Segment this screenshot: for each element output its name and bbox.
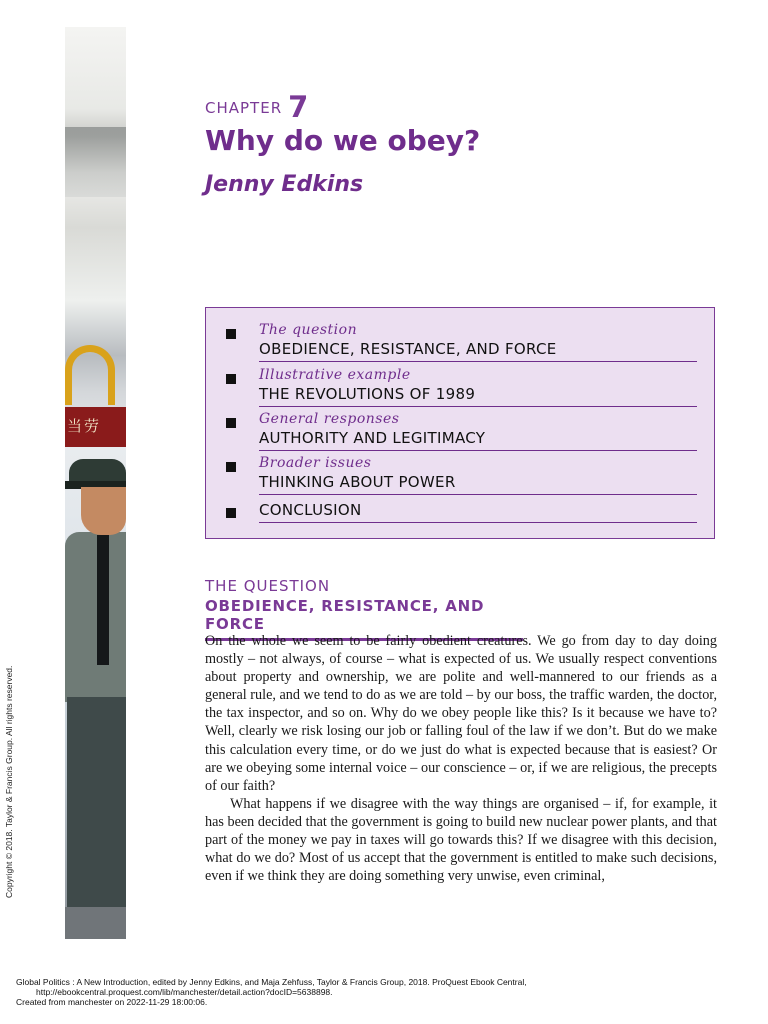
square-bullet-icon — [226, 329, 236, 339]
photo-guard-legs — [67, 697, 126, 917]
photo-arch — [65, 127, 126, 197]
footer-url[interactable]: http://ebookcentral.proquest.com/lib/manchester/detail.action?docID=5638898. — [36, 987, 333, 997]
chapter-word: CHAPTER — [205, 99, 283, 117]
chapter-label — [205, 90, 309, 124]
photo-guard-body — [65, 532, 126, 702]
body-paragraph: On the whole we seem to be fairly obedient creatures. We go from day to day doing mostly – not always, of course – what is expected of us. We usually respect conventions about property and ownership, we are polite and well-mannered to our friends as a general rule, and we tend to do as we are told – by our boss, the traffic warden, the doctor, the tax inspector, and so on. Why do we obey people like this? Is it because we have to? Well, clearly we risk losing our job or falling foul of the law if we don’t. But do we make this calculation every time, or do we just do what is expected because that is easiest? Or are we obeying some internal voice – our conscience – or, if we are religious, the precepts of our faith? — [205, 633, 717, 794]
footer-line: Global Politics : A New Introduction, edited by Jenny Edkins, and Maja Zehfuss, Taylor & Francis Group, 2018. ProQuest Ebook Central, — [16, 977, 527, 987]
toc-item-heading: THE REVOLUTIONS OF 1989 — [259, 385, 697, 407]
toc-item-label: General responses — [259, 411, 400, 427]
photo-floor — [65, 907, 126, 939]
toc-item-heading: OBEDIENCE, RESISTANCE, AND FORCE — [259, 340, 697, 362]
square-bullet-icon — [226, 508, 236, 518]
chapter-cover-photo — [65, 27, 126, 939]
square-bullet-icon — [226, 462, 236, 472]
toc-item-label: Broader issues — [259, 455, 372, 471]
copyright-notice: Copyright © 2018. Taylor & Francis Group. All rights reserved. — [4, 665, 14, 898]
toc-item-heading: CONCLUSION — [259, 501, 697, 523]
body-paragraph: What happens if we disagree with the way things are organised – if, for example, it has been decided that the government is going to build new nuclear power plants, and that part of the money we pay in taxes will go towards this? If we disagree with this decision, what do we do? Most of us accept that the government is entitled to make such decisions, even if we think they are doing something very unwise, even criminal, — [205, 795, 717, 885]
photo-sign-text: 当劳 — [67, 417, 102, 435]
chapter-author: Jenny Edkins — [205, 172, 364, 197]
toc-item-heading: AUTHORITY AND LEGITIMACY — [259, 429, 697, 451]
square-bullet-icon — [226, 374, 236, 384]
chapter-title: Why do we obey? — [205, 124, 481, 157]
section-heading: OBEDIENCE, RESISTANCE, AND FORCE — [205, 597, 523, 641]
toc-item-label: Illustrative example — [259, 367, 411, 383]
footer-line: Created from manchester on 2022-11-29 18:00:06. — [16, 997, 208, 1007]
photo-guard-face — [81, 487, 126, 535]
chapter-number: 7 — [288, 90, 310, 124]
square-bullet-icon — [226, 418, 236, 428]
photo-golden-arch-logo — [65, 345, 115, 405]
body-text — [205, 632, 717, 885]
photo-guard-tie — [97, 535, 109, 665]
citation-footer — [16, 977, 527, 1007]
toc-item-heading: THINKING ABOUT POWER — [259, 473, 697, 495]
chapter-contents-box — [205, 307, 715, 539]
section-subtitle: THE QUESTION — [205, 577, 331, 595]
toc-item-label: The question — [259, 322, 358, 338]
